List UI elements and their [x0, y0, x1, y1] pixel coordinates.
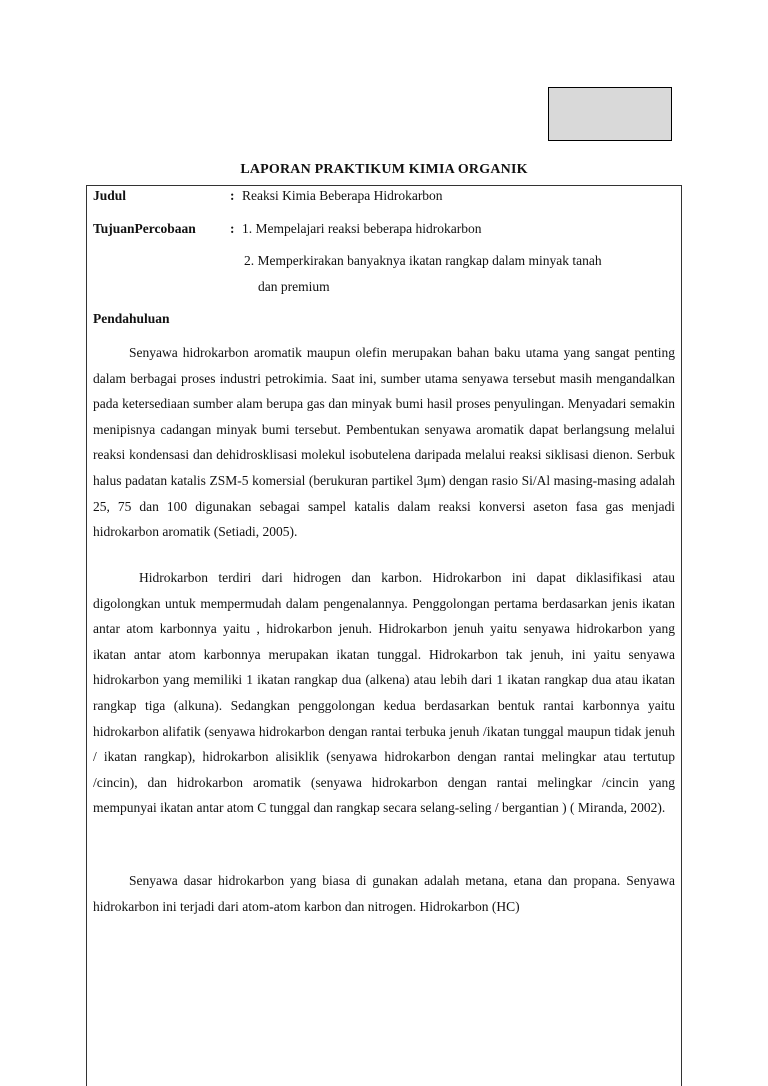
judul-separator: :	[230, 188, 235, 203]
report-title: LAPORAN PRAKTIKUM KIMIA ORGANIK	[240, 162, 528, 177]
paragraph-1: Senyawa hidrokarbon aromatik maupun olefin merupakan bahan baku utama yang sangat penting dalam berbagai proses industri petrokimia. Saat ini, sumber utama senyawa tersebut masih mengandalkan pada ketersediaan sumber alam berupa gas dan minyak bumi hasil proses penyulingan. Menyadari semakin menipisnya cadangan minyak bumi tersebut. Pembentukan senyawa aromatik dapat berlangsung melalui reaksi kondensasi dan dehidrosklisasi molekul isobutelena daripada melalui reaksi siklisasi dienon. Serbuk halus padatan katalis ZSM-5 komersial (berukuran partikel 3μm) dengan rasio Si/Al masing-masing adalah 25, 75 dan 100 digunakan sebagai sampel katalis dalam reaksi konversi aseton fasa gas menjadi hidrokarbon aromatik (Setiadi, 2005).	[93, 345, 675, 540]
judul-label: Judul	[93, 188, 127, 203]
judul-value: Reaksi Kimia Beberapa Hidrokarbon	[242, 188, 443, 203]
paragraph-2: Hidrokarbon terdiri dari hidrogen dan karbon. Hidrokarbon ini dapat diklasifikasi atau digolongkan untuk mempermudah dalam pengenalannya. Penggolongan pertama berdasarkan jenis ikatan antar atom karbonnya yaitu , hidrokarbon jenuh. Hidrokarbon jenuh yaitu senyawa hidrokarbon yang ikatan antar atom karbonnya merupakan ikatan tunggal. Hidrokarbon tak jenuh, ini yaitu senyawa hidrokarbon yang memiliki 1 ikatan rangkap dua (alkena) atau lebih dari 1 ikatan rangkap dua atau ikatan rangkap tiga (alkuna). Sedangkan penggolongan kedua berdasarkan bentuk rantai karbonnya yaitu hidrokarbon alifatik (senyawa hidrokarbon dengan rantai terbuka jenuh /ikatan tunggal maupun tidak jenuh / ikatan rangkap), hidrokarbon alisiklik (senyawa hidrokarbon dengan rantai melingkar atau tertutup /cincin), dan hidrokarbon aromatik (senyawa hidrokarbon dengan rantai melingkar /cincin yang mempunyai ikatan antar atom C tunggal dan rangkap secara selang-seling / bergantian ) ( Miranda, 2002).	[93, 570, 675, 816]
paragraph-3: Senyawa dasar hidrokarbon yang biasa di gunakan adalah metana, etana dan propana. Senyawa hidrokarbon ini terjadi dari atom-atom karbon dan nitrogen. Hidrokarbon (HC)	[93, 873, 675, 914]
section-heading: Pendahuluan	[93, 311, 170, 326]
tujuan-label: TujuanPercobaan	[93, 221, 196, 236]
tujuan-item-2-continued: dan premium	[258, 279, 330, 294]
grade-box	[548, 87, 672, 141]
tujuan-separator: :	[230, 221, 235, 236]
tujuan-item-2: 2. Memperkirakan banyaknya ikatan rangkap dalam minyak tanah	[244, 253, 602, 268]
tujuan-item-1: 1. Mempelajari reaksi beberapa hidrokarbon	[242, 221, 482, 236]
